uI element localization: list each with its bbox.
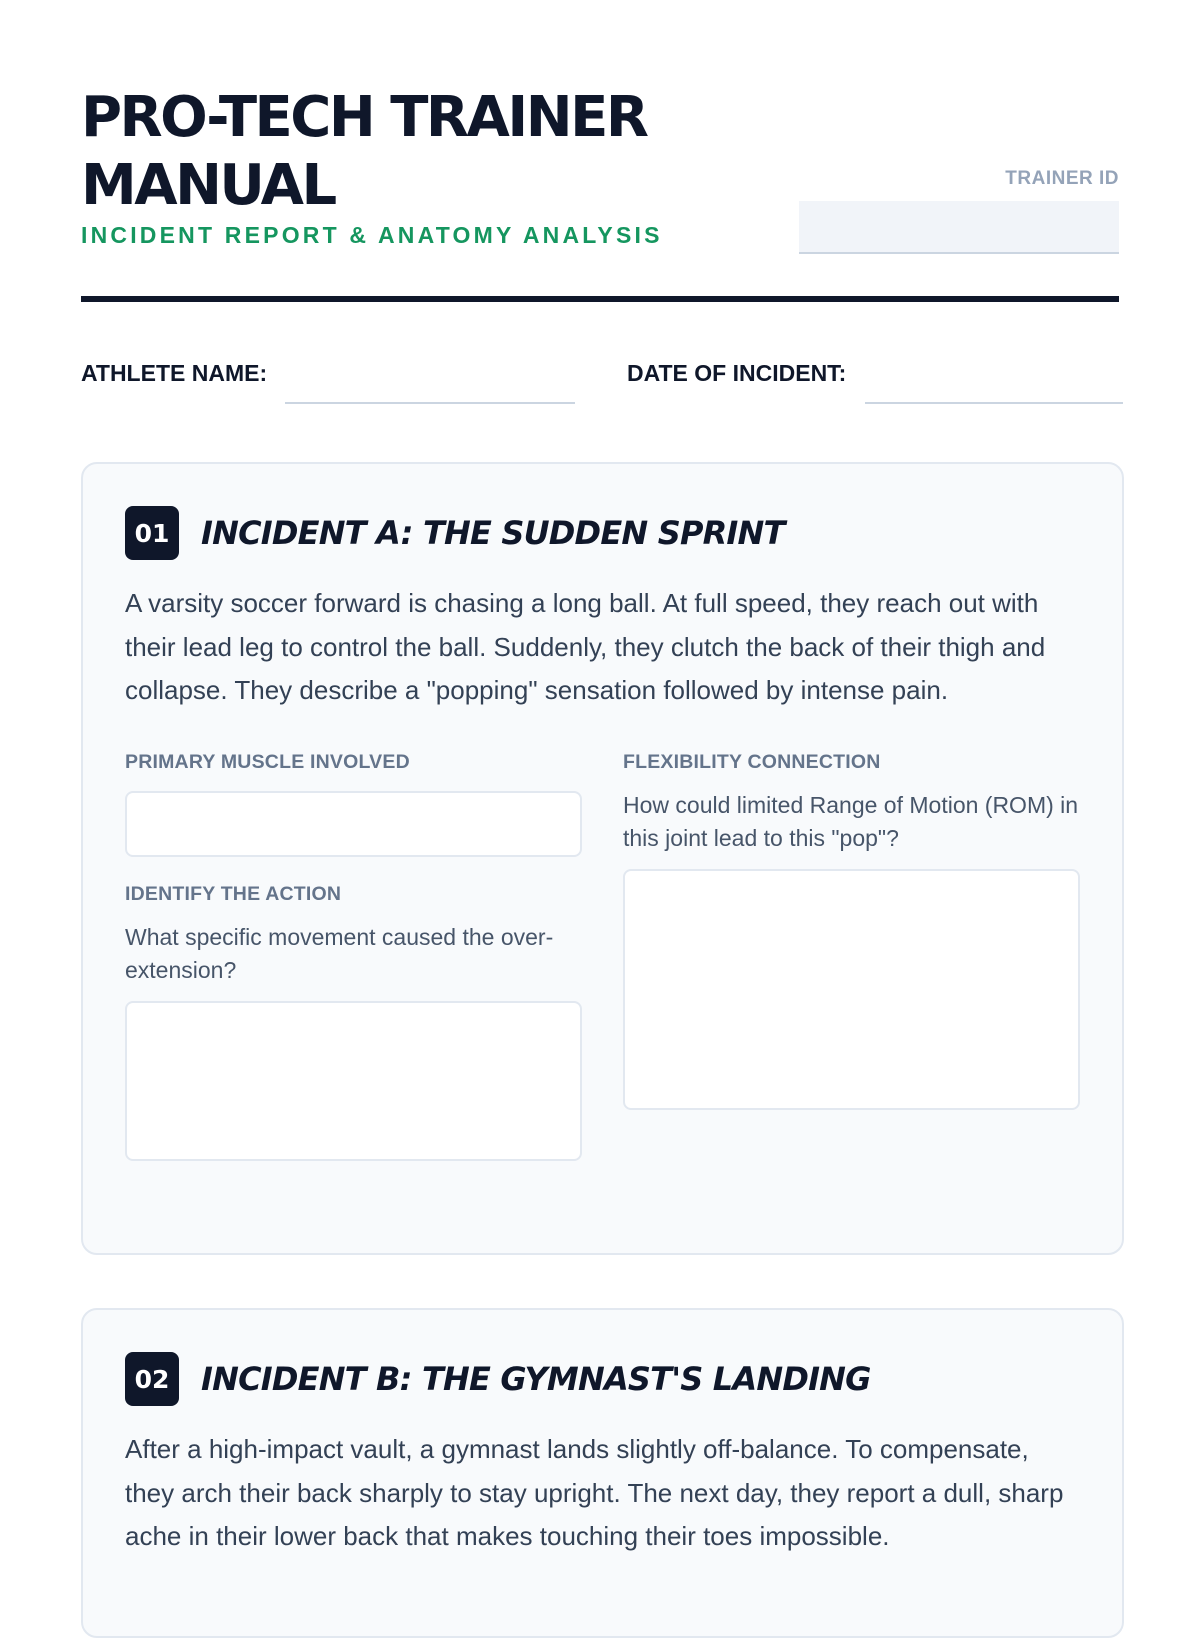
- flexibility-connection-label: FLEXIBILITY CONNECTION: [623, 750, 881, 773]
- incident-title: INCIDENT B: THE GYMNAST'S LANDING: [201, 1360, 871, 1398]
- incident-card-a: [81, 462, 1124, 1255]
- incident-title: INCIDENT A: THE SUDDEN SPRINT: [201, 514, 785, 552]
- incident-card-b: [81, 1308, 1124, 1638]
- athlete-name-input[interactable]: [285, 372, 575, 404]
- date-of-incident-input[interactable]: [865, 372, 1123, 404]
- incident-description: A varsity soccer forward is chasing a long ball. At full speed, they reach out with their lead leg to control the ball. Suddenly, they clutch the back of their thigh and collapse. They describe a "popping" sensation followed by intense pain.: [125, 588, 1046, 705]
- right-column: [623, 751, 1080, 1110]
- identify-action-label: IDENTIFY THE ACTION: [125, 882, 342, 905]
- incident-description: After a high-impact vault, a gymnast lands slightly off-balance. To compensate, they arch their back sharply to stay upright. The next day, they report a dull, sharp ache in their lower back that makes touching their toes impossible.: [125, 1434, 1064, 1551]
- flexibility-connection-hint: How could limited Range of Motion (ROM) in this joint lead to this "pop"?: [623, 791, 1079, 851]
- identify-action-hint: What specific movement caused the over-extension?: [125, 923, 554, 983]
- trainer-id-label: TRAINER ID: [1005, 168, 1119, 189]
- left-column: [125, 751, 582, 1161]
- header: [81, 0, 1119, 302]
- page-subtitle: INCIDENT REPORT & ANATOMY ANALYSIS: [81, 222, 663, 248]
- date-of-incident-label: DATE OF INCIDENT:: [627, 360, 847, 386]
- incident-number-badge: 02: [125, 1352, 179, 1406]
- athlete-info-row: [81, 302, 1119, 462]
- primary-muscle-label: PRIMARY MUSCLE INVOLVED: [125, 750, 410, 773]
- athlete-name-label: ATHLETE NAME:: [81, 360, 268, 386]
- primary-muscle-input[interactable]: [125, 791, 582, 857]
- page-title: PRO-TECH TRAINER MANUAL: [81, 85, 647, 218]
- incident-number-badge: 01: [125, 506, 179, 560]
- incident-header: [125, 506, 1080, 560]
- identify-action-textarea[interactable]: [125, 1001, 582, 1161]
- incident-header: [125, 1352, 1080, 1406]
- flexibility-connection-textarea[interactable]: [623, 869, 1080, 1110]
- trainer-id-input[interactable]: [799, 201, 1119, 254]
